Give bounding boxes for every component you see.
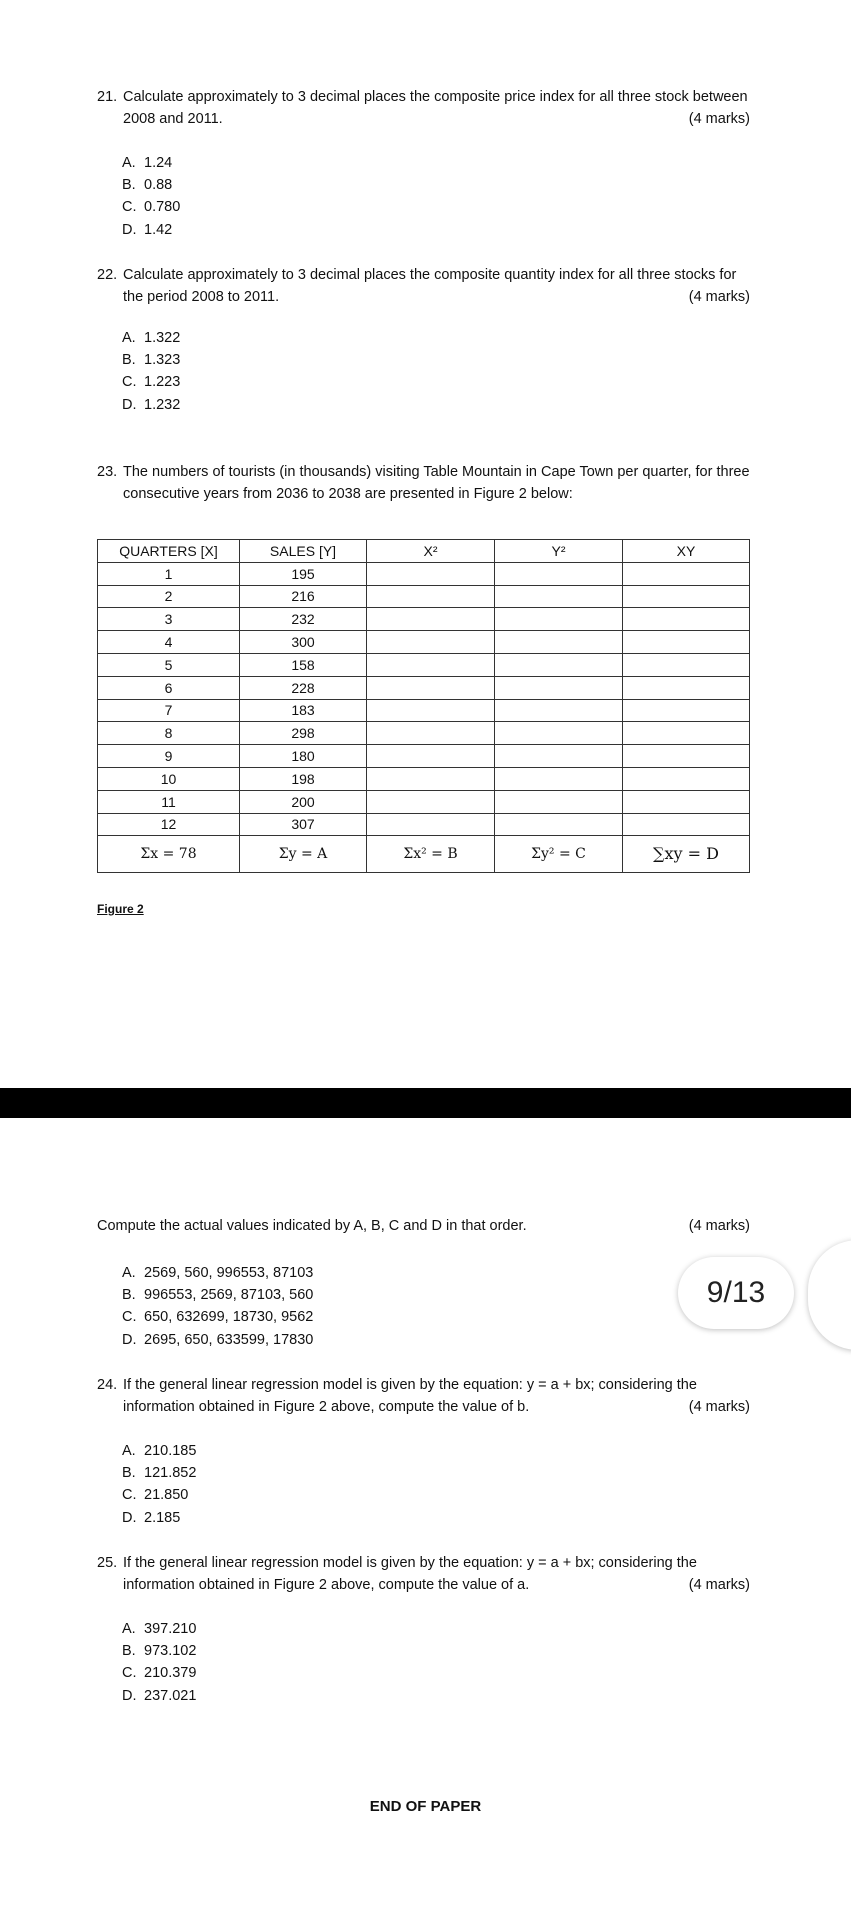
cell-sales: 195	[240, 562, 367, 585]
option-a	[122, 152, 180, 174]
cell-xy	[623, 745, 750, 768]
cell-x-squared	[367, 653, 495, 676]
option-letter: C.	[122, 199, 137, 216]
cell-x-squared	[367, 813, 495, 836]
option-b	[122, 1284, 313, 1306]
cell-sales: 180	[240, 745, 367, 768]
options-25	[122, 1618, 196, 1707]
table-header-row	[98, 540, 750, 563]
option-a	[122, 1262, 313, 1284]
cell-y-squared	[495, 608, 623, 631]
option-value: 2695, 650, 633599, 17830	[144, 1331, 314, 1348]
option-b	[122, 1462, 196, 1484]
cell-x-squared	[367, 745, 495, 768]
cell-sales: 183	[240, 699, 367, 722]
cell-quarter: 7	[98, 699, 240, 722]
cell-y-squared	[495, 562, 623, 585]
question-21	[97, 86, 750, 130]
cell-x-squared	[367, 585, 495, 608]
cell-xy	[623, 767, 750, 790]
option-letter: D.	[122, 1509, 137, 1526]
option-value: 21.850	[144, 1487, 189, 1504]
cell-xy	[623, 699, 750, 722]
table-row	[98, 699, 750, 722]
compute-text: Compute the actual values indicated by A, B, C and D in that order.	[97, 1218, 527, 1234]
option-value: 2.185	[144, 1509, 181, 1526]
question-number: 23.	[97, 464, 118, 480]
cell-x-squared	[367, 790, 495, 813]
option-letter: C.	[122, 374, 137, 391]
option-value: 237.021	[144, 1687, 197, 1704]
option-letter: B.	[122, 1465, 136, 1482]
cell-x-squared	[367, 631, 495, 654]
option-value: 210.379	[144, 1665, 197, 1682]
cell-x-squared	[367, 722, 495, 745]
cell-y-squared	[495, 745, 623, 768]
cell-x-squared	[367, 562, 495, 585]
option-c	[122, 196, 180, 218]
figure-2-table	[97, 539, 750, 873]
option-letter: D.	[122, 396, 137, 413]
cell-quarter: 12	[98, 813, 240, 836]
cell-xy	[623, 653, 750, 676]
cell-y-squared	[495, 676, 623, 699]
cell-x-squared	[367, 699, 495, 722]
options-24	[122, 1440, 196, 1529]
sum-y-squared: Σy² = C	[495, 836, 623, 873]
cell-sales: 216	[240, 585, 367, 608]
cell-quarter: 4	[98, 631, 240, 654]
cell-xy	[623, 631, 750, 654]
option-value: 397.210	[144, 1621, 197, 1637]
option-value: 1.223	[144, 374, 181, 391]
option-d	[122, 1507, 196, 1529]
cell-sales: 158	[240, 653, 367, 676]
table-row	[98, 631, 750, 654]
option-b	[122, 349, 180, 371]
question-22	[97, 264, 750, 308]
question-text: Calculate approximately to 3 decimal places the composite price index for all three stock between 2008 and 2011.	[123, 89, 748, 127]
option-letter: D.	[122, 1687, 137, 1704]
option-a	[122, 1618, 196, 1640]
page-indicator[interactable]: 9/13	[678, 1257, 794, 1329]
question-number: 25.	[97, 1555, 118, 1571]
cell-y-squared	[495, 585, 623, 608]
sum-x: Σx = 78	[98, 836, 240, 873]
option-value: 0.88	[144, 177, 173, 194]
table-row	[98, 608, 750, 631]
option-value: 0.780	[144, 199, 181, 216]
cell-quarter: 11	[98, 790, 240, 813]
question-number: 24.	[97, 1377, 118, 1393]
option-b	[122, 1640, 196, 1662]
table-sum-row	[98, 836, 750, 873]
option-letter: A.	[122, 1621, 136, 1637]
option-value: 1.323	[144, 352, 181, 369]
question-number: 21.	[97, 89, 118, 105]
option-c	[122, 371, 180, 393]
option-value: 1.24	[144, 155, 173, 171]
option-letter: B.	[122, 177, 136, 194]
cell-y-squared	[495, 699, 623, 722]
option-letter: C.	[122, 1309, 137, 1326]
option-letter: B.	[122, 1643, 136, 1660]
cell-x-squared	[367, 608, 495, 631]
option-value: 973.102	[144, 1643, 197, 1660]
cell-x-squared	[367, 767, 495, 790]
options-23	[122, 1262, 313, 1351]
option-letter: A.	[122, 1443, 136, 1459]
cell-y-squared	[495, 790, 623, 813]
option-c	[122, 1306, 313, 1328]
table-row	[98, 585, 750, 608]
header-y-squared: Y²	[495, 540, 623, 563]
cell-quarter: 6	[98, 676, 240, 699]
cell-xy	[623, 722, 750, 745]
cell-x-squared	[367, 676, 495, 699]
option-d	[122, 394, 180, 416]
options-22	[122, 327, 180, 416]
cell-quarter: 2	[98, 585, 240, 608]
cell-quarter: 1	[98, 562, 240, 585]
cell-xy	[623, 790, 750, 813]
question-23	[97, 461, 750, 505]
option-d	[122, 1685, 196, 1707]
option-d	[122, 1329, 313, 1351]
cell-quarter: 3	[98, 608, 240, 631]
cell-sales: 200	[240, 790, 367, 813]
option-value: 1.232	[144, 396, 181, 413]
cell-sales: 198	[240, 767, 367, 790]
sum-y: Σy = A	[240, 836, 367, 873]
cell-y-squared	[495, 653, 623, 676]
option-letter: B.	[122, 352, 136, 369]
page-divider	[0, 1088, 851, 1118]
question-text: The numbers of tourists (in thousands) visiting Table Mountain in Cape Town per quarter, for three consecutive years from 2036 to 2038 are presented in Figure 2 below:	[123, 464, 750, 502]
option-value: 996553, 2569, 87103, 560	[144, 1287, 314, 1304]
header-x-squared: X²	[367, 540, 495, 563]
table-row	[98, 767, 750, 790]
cell-y-squared	[495, 813, 623, 836]
option-value: 2569, 560, 996553, 87103	[144, 1265, 314, 1281]
cell-y-squared	[495, 722, 623, 745]
table-row	[98, 562, 750, 585]
table-row	[98, 653, 750, 676]
option-letter: C.	[122, 1665, 137, 1682]
cell-y-squared	[495, 767, 623, 790]
option-letter: A.	[122, 1265, 136, 1281]
option-letter: C.	[122, 1487, 137, 1504]
end-of-paper: END OF PAPER	[369, 1798, 482, 1815]
cell-xy	[623, 562, 750, 585]
question-marks: (4 marks)	[688, 1218, 750, 1234]
option-letter: D.	[122, 221, 137, 238]
table-row	[98, 676, 750, 699]
question-text: If the general linear regression model is given by the equation: y = a + bx; considering the information obtained in Figure 2 above, compute the value of b.	[123, 1377, 697, 1415]
question-25	[97, 1552, 750, 1596]
option-value: 210.185	[144, 1443, 197, 1459]
cell-xy	[623, 585, 750, 608]
cell-y-squared	[495, 631, 623, 654]
table-row	[98, 722, 750, 745]
table-row	[98, 813, 750, 836]
header-xy: XY	[623, 540, 750, 563]
option-c	[122, 1484, 196, 1506]
question-marks: (4 marks)	[688, 289, 750, 305]
option-letter: A.	[122, 330, 136, 346]
question-text: If the general linear regression model is given by the equation: y = a + bx; considering the information obtained in Figure 2 above, compute the value of a.	[123, 1555, 697, 1593]
option-letter: D.	[122, 1331, 137, 1348]
cell-quarter: 9	[98, 745, 240, 768]
cell-xy	[623, 608, 750, 631]
cell-quarter: 10	[98, 767, 240, 790]
cell-quarter: 8	[98, 722, 240, 745]
option-value: 1.42	[144, 221, 173, 238]
options-21	[122, 152, 180, 241]
option-value: 121.852	[144, 1465, 197, 1482]
question-24	[97, 1374, 750, 1418]
option-b	[122, 174, 180, 196]
cell-sales: 232	[240, 608, 367, 631]
cell-sales: 298	[240, 722, 367, 745]
question-number: 22.	[97, 267, 118, 283]
option-d	[122, 219, 180, 241]
table-row	[98, 790, 750, 813]
cell-sales: 300	[240, 631, 367, 654]
sum-x-squared: Σx² = B	[367, 836, 495, 873]
option-letter: B.	[122, 1287, 136, 1304]
header-sales: SALES [Y]	[240, 540, 367, 563]
option-letter: A.	[122, 155, 136, 171]
sum-xy: ∑xy = D	[623, 836, 750, 873]
question-23-compute	[97, 1218, 750, 1234]
question-marks: (4 marks)	[688, 111, 750, 127]
cell-quarter: 5	[98, 653, 240, 676]
cell-sales: 307	[240, 813, 367, 836]
cell-sales: 228	[240, 676, 367, 699]
cell-xy	[623, 676, 750, 699]
option-a	[122, 327, 180, 349]
figure-label: Figure 2	[97, 902, 144, 916]
option-c	[122, 1662, 196, 1684]
option-value: 650, 632699, 18730, 9562	[144, 1309, 314, 1326]
question-marks: (4 marks)	[688, 1577, 750, 1593]
option-a	[122, 1440, 196, 1462]
cell-xy	[623, 813, 750, 836]
question-text: Calculate approximately to 3 decimal places the composite quantity index for all three stocks for the period 2008 to 2011.	[123, 267, 737, 305]
option-value: 1.322	[144, 330, 181, 346]
question-marks: (4 marks)	[688, 1399, 750, 1415]
table-row	[98, 745, 750, 768]
table-body	[98, 562, 750, 836]
header-quarters: QUARTERS [X]	[98, 540, 240, 563]
